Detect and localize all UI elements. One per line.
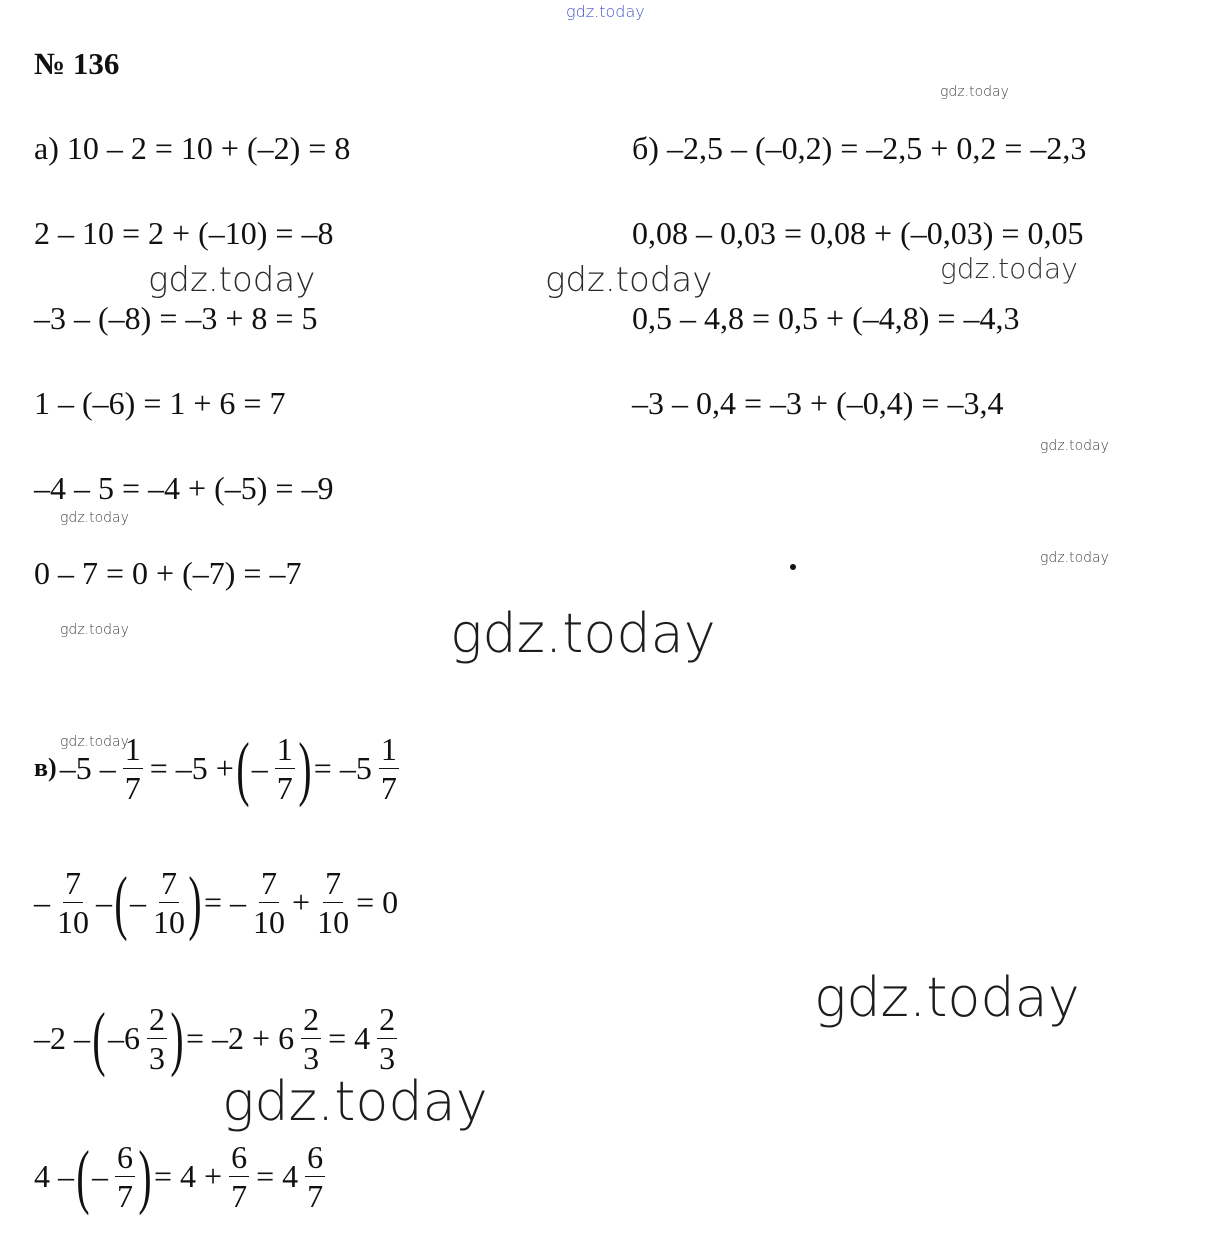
term: = 4 + — [153, 1157, 223, 1194]
equation-b4: –3 – 0,4 = –3 + (–0,4) = –3,4 — [632, 385, 1004, 421]
watermark: gdz.today — [814, 966, 1080, 1029]
term: –5 – — [59, 749, 116, 786]
paren-left: ( — [92, 998, 106, 1078]
equation-v3 — [34, 998, 401, 1078]
stray-dot — [790, 564, 796, 570]
paren-right: ) — [170, 998, 184, 1078]
fraction: $\frac{7}{10}$ — [253, 864, 286, 940]
equation-a5: –4 – 5 = –4 + (–5) = –9 — [34, 470, 334, 506]
equation-v4 — [34, 1136, 329, 1216]
watermark: gdz.today — [222, 1070, 488, 1133]
watermark: gdz.today — [940, 252, 1078, 285]
term: = –2 + 6 — [185, 1019, 295, 1056]
paren-right: ) — [188, 862, 202, 942]
term: – — [129, 883, 146, 920]
watermark: gdz.today — [60, 510, 129, 526]
watermark: gdz.today — [450, 602, 716, 665]
watermark: gdz.today — [60, 734, 129, 750]
part-label: в) — [34, 753, 57, 782]
equation-b3: 0,5 – 4,8 = 0,5 + (–4,8) = –4,3 — [632, 300, 1020, 336]
paren-left: ( — [236, 728, 250, 808]
fraction: $\frac{7}{10}$ — [317, 864, 350, 940]
problem-number: № 136 — [34, 46, 120, 81]
fraction: $\frac{7}{10}$ — [152, 864, 185, 940]
fraction: $\frac{6}{7}$ — [231, 1138, 248, 1214]
equation-a2: 2 – 10 = 2 + (–10) = –8 — [34, 215, 334, 251]
fraction: $\frac{1}{7}$ — [276, 730, 293, 806]
paren-left: ( — [76, 1136, 90, 1216]
fraction: $\frac{2}{3}$ — [303, 1000, 320, 1076]
fraction: $\frac{7}{10}$ — [57, 864, 89, 940]
equation-v1 — [34, 728, 403, 808]
paren-right: ) — [298, 728, 312, 808]
term: = – — [203, 883, 247, 920]
term: = –5 — [313, 749, 372, 786]
term: – — [96, 883, 112, 920]
fraction: $\frac{6}{7}$ — [116, 1138, 133, 1214]
watermark: gdz.today — [1040, 550, 1109, 566]
watermark: gdz.today — [545, 260, 713, 300]
term: = –5 + — [149, 749, 234, 786]
fraction: $\frac{1}{7}$ — [380, 730, 397, 806]
term: – — [91, 1157, 108, 1194]
term: = 4 — [328, 1019, 371, 1056]
equation-b1: б) –2,5 – (–0,2) = –2,5 + 0,2 = –2,3 — [632, 130, 1087, 166]
term: – — [251, 749, 268, 786]
equation-a6: 0 – 7 = 0 + (–7) = –7 — [34, 555, 302, 591]
term: –6 — [107, 1019, 140, 1056]
fraction: $\frac{2}{3}$ — [148, 1000, 165, 1076]
equation-v2 — [34, 862, 401, 942]
term: + — [292, 883, 311, 920]
term: –2 – — [34, 1019, 90, 1056]
equation-a3: –3 – (–8) = –3 + 8 = 5 — [34, 300, 318, 336]
watermark: gdz.today — [1040, 438, 1109, 454]
term: = 4 — [256, 1157, 299, 1194]
fraction: $\frac{1}{7}$ — [124, 730, 141, 806]
fraction: $\frac{2}{3}$ — [379, 1000, 396, 1076]
watermark: gdz.today — [940, 84, 1009, 100]
paren-left: ( — [114, 862, 128, 942]
equation-b2: 0,08 – 0,03 = 0,08 + (–0,03) = 0,05 — [632, 215, 1084, 251]
term: – — [34, 883, 50, 920]
watermark-top: gdz.today — [566, 2, 645, 21]
equation-a4: 1 – (–6) = 1 + 6 = 7 — [34, 385, 286, 421]
fraction: $\frac{6}{7}$ — [307, 1138, 324, 1214]
term: 4 – — [34, 1157, 74, 1194]
watermark: gdz.today — [60, 622, 129, 638]
equation-a1: а) 10 – 2 = 10 + (–2) = 8 — [34, 130, 351, 166]
term: = 0 — [356, 883, 399, 920]
watermark: gdz.today — [148, 260, 316, 300]
paren-right: ) — [138, 1136, 152, 1216]
